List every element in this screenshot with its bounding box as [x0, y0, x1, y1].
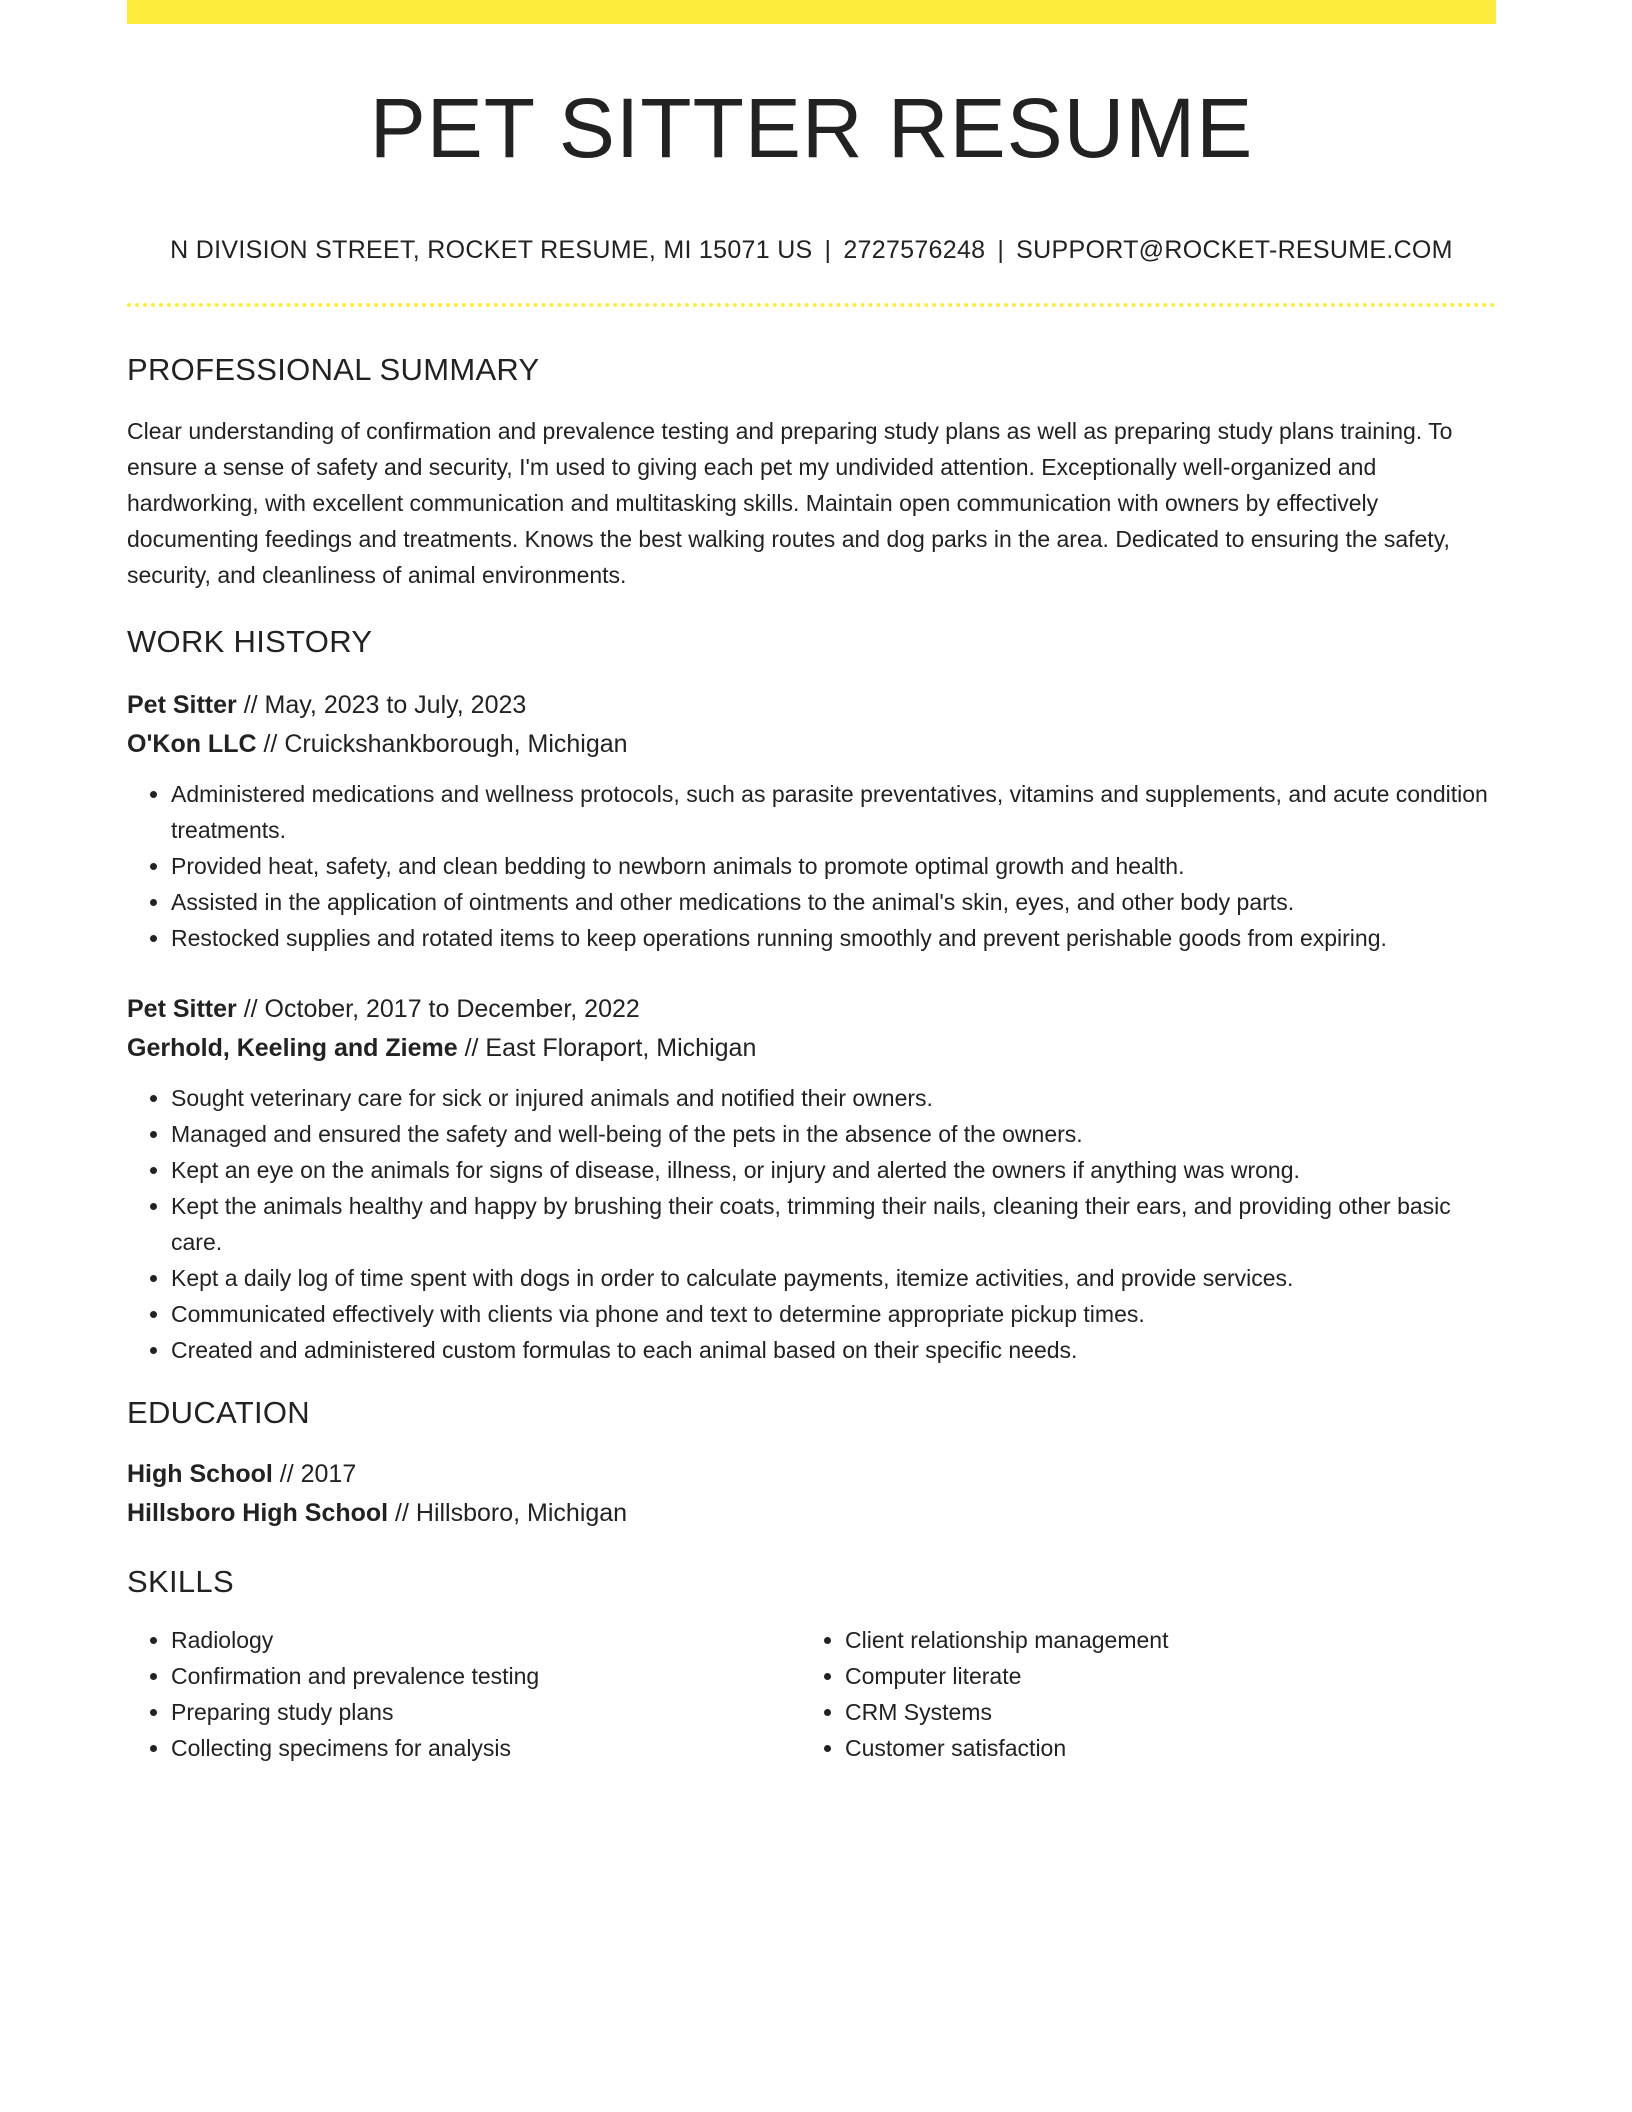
education-entry — [127, 1455, 1496, 1533]
section-heading-work-history: WORK HISTORY — [127, 623, 373, 659]
job-bullet: • Restocked supplies and rotated items to keep operations running smoothly and prevent perishable goods from expiring. — [171, 920, 1496, 956]
section-heading-education: EDUCATION — [127, 1394, 310, 1430]
contact-line — [127, 236, 1496, 265]
skill-item: • Client relationship management — [845, 1622, 1475, 1658]
contact-email: SUPPORT@ROCKET-RESUME.COM — [1016, 236, 1453, 265]
job-location: // East Floraport, Michigan — [457, 1033, 757, 1062]
dotted-divider — [127, 303, 1496, 307]
resume-page — [127, 0, 1496, 1766]
summary-paragraph: Clear understanding of confirmation and prevalence testing and preparing study plans as well as preparing study plans training. To ensure a sense of safety and security, I'm used to giving each pet my undivided attention. Exceptionally well-organized and hardworking, with excellent communication and multitasking skills. Maintain open communication with owners by effectively documenting feedings and treatments. Knows the best walking routes and dog parks in the area. Dedicated to ensuring the safety, security, and cleanliness of animal environments. — [127, 417, 1453, 588]
education-degree: High School — [127, 1459, 273, 1488]
job-bullet: • Sought veterinary care for sick or injured animals and notified their owners. — [171, 1080, 1496, 1116]
skill-item: • CRM Systems — [845, 1694, 1475, 1730]
job-title-line — [127, 686, 1496, 725]
job-dates: // October, 2017 to December, 2022 — [236, 994, 640, 1023]
education-location: // Hillsboro, Michigan — [388, 1498, 628, 1527]
job-company: O'Kon LLC — [127, 729, 257, 758]
job-bullet: • Kept an eye on the animals for signs of disease, illness, or injury and alerted the owners if anything was wrong. — [171, 1152, 1496, 1188]
job-bullet: • Kept a daily log of time spent with dogs in order to calculate payments, itemize activities, and provide services. — [171, 1260, 1496, 1296]
job-bullets — [127, 776, 1496, 956]
education-school-line — [127, 1494, 1496, 1533]
job-bullet: • Provided heat, safety, and clean bedding to newborn animals to promote optimal growth and health. — [171, 848, 1496, 884]
education-year: // 2017 — [272, 1459, 357, 1488]
contact-phone: 2727576248 — [843, 236, 986, 265]
job-bullet: • Managed and ensured the safety and well-being of the pets in the absence of the owners. — [171, 1116, 1496, 1152]
job-entry — [127, 686, 1496, 956]
job-title-line — [127, 990, 1496, 1029]
skill-item: • Customer satisfaction — [845, 1730, 1475, 1766]
contact-separator: | — [824, 236, 832, 265]
skill-item: • Computer literate — [845, 1658, 1475, 1694]
job-company-line — [127, 725, 1496, 764]
job-bullets — [127, 1080, 1496, 1368]
skill-item: • Radiology — [171, 1622, 801, 1658]
resume-title: PET SITTER RESUME — [369, 81, 1254, 175]
job-company-line — [127, 1029, 1496, 1068]
job-title: Pet Sitter — [127, 690, 237, 719]
education-school: Hillsboro High School — [127, 1498, 389, 1527]
job-entry — [127, 990, 1496, 1368]
section-heading-summary: PROFESSIONAL SUMMARY — [127, 352, 540, 388]
job-bullet: • Kept the animals healthy and happy by brushing their coats, trimming their nails, cleaning their ears, and providing other basic care. — [171, 1188, 1496, 1260]
section-heading-skills: SKILLS — [127, 1563, 234, 1599]
job-bullet: • Communicated effectively with clients via phone and text to determine appropriate pickup times. — [171, 1296, 1496, 1332]
job-dates: // May, 2023 to July, 2023 — [236, 690, 527, 719]
skill-item: • Preparing study plans — [171, 1694, 801, 1730]
job-company: Gerhold, Keeling and Zieme — [127, 1033, 458, 1062]
job-location: // Cruickshankborough, Michigan — [256, 729, 628, 758]
contact-separator: | — [997, 236, 1005, 265]
job-bullet: • Created and administered custom formulas to each animal based on their specific needs. — [171, 1332, 1496, 1368]
skills-list-left — [127, 1622, 801, 1766]
skill-item: • Collecting specimens for analysis — [171, 1730, 801, 1766]
contact-address: N DIVISION STREET, ROCKET RESUME, MI 15071 US — [170, 236, 813, 265]
skills-columns — [127, 1622, 1496, 1766]
skill-item: • Confirmation and prevalence testing — [171, 1658, 801, 1694]
education-degree-line — [127, 1455, 1496, 1494]
skills-list-right — [801, 1622, 1475, 1766]
top-accent-bar — [127, 0, 1496, 24]
job-bullet: • Assisted in the application of ointments and other medications to the animal's skin, eyes, and other body parts. — [171, 884, 1496, 920]
job-title: Pet Sitter — [127, 994, 237, 1023]
job-bullet: • Administered medications and wellness protocols, such as parasite preventatives, vitamins and supplements, and acute condition treatments. — [171, 776, 1496, 848]
